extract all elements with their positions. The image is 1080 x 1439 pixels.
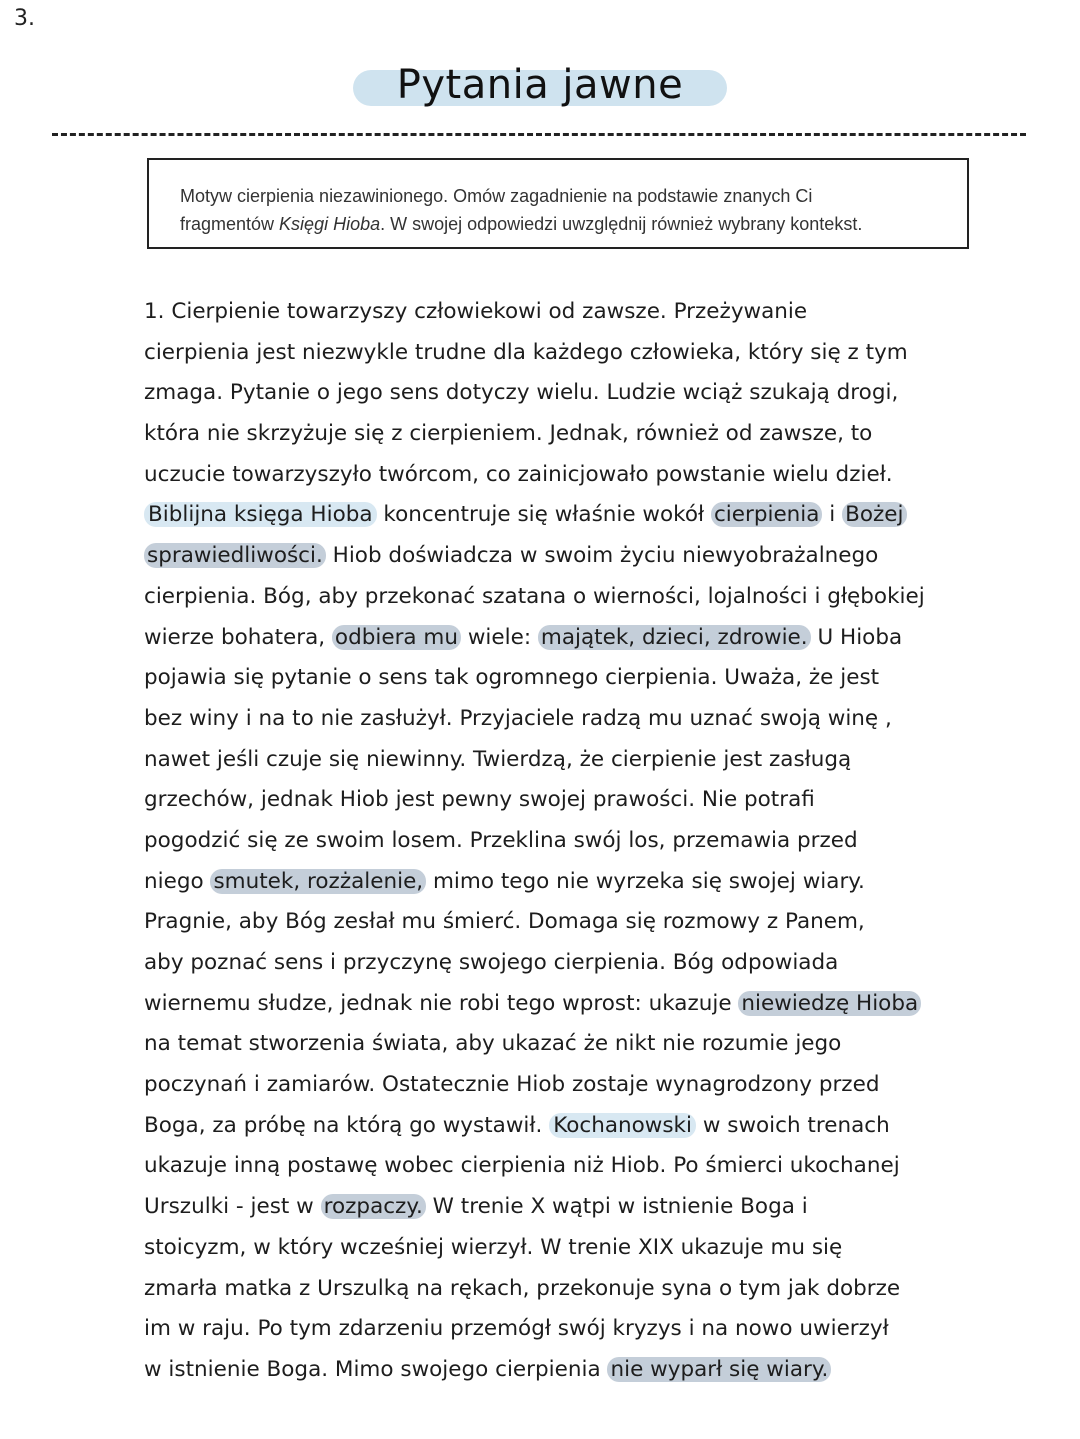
highlight: odbiera mu (332, 625, 461, 650)
book-title: Księgi Hioba (279, 214, 381, 234)
answer-line: zmarła matka z Urszulką na rękach, przekonuje syna o tym jak dobrze (144, 1275, 901, 1301)
text-run: w istnienie Boga. Mimo swojego cierpienia (144, 1356, 608, 1382)
text-run: koncentruje się właśnie wokół (376, 502, 711, 528)
answer-line (144, 984, 984, 1025)
text-run: Urszulki - jest w (144, 1194, 321, 1220)
page-title: Pytania jawne (353, 60, 727, 114)
page-number: 3. (14, 6, 35, 31)
answer-line: na temat stworzenia świata, aby ukazać że nikt nie rozumie jego (144, 1031, 842, 1057)
highlight: Kochanowski (549, 1113, 696, 1138)
answer-line: grzechów, jednak Hiob jest pewny swojej prawości. Nie potrafi (144, 787, 815, 813)
task-line-2 (180, 210, 947, 238)
answer-line: stoicyzm, w który wcześniej wierzył. W trenie XIX ukazuje mu się (144, 1234, 843, 1260)
text-run: wiele: (461, 624, 538, 650)
answer-line: pogodzić się ze swoim losem. Przeklina swój los, przemawia przed (144, 827, 858, 853)
answer-text (144, 292, 984, 1391)
text-run: wiernemu słudze, jednak nie robi tego wprost: ukazuje (144, 990, 739, 1016)
task-text: fragmentów (180, 214, 280, 234)
answer-line: ukazuje inną postawę wobec cierpienia niż Hiob. Po śmierci ukochanej (144, 1153, 900, 1179)
highlight: niewiedzę Hioba (738, 991, 921, 1016)
answer-line: aby poznać sens i przyczynę swojego cierpienia. Bóg odpowiada (144, 950, 839, 975)
answer-line: bez winy i na to nie zasłużył. Przyjaciele radzą mu uznać swoją winę , (144, 705, 892, 731)
answer-line: pojawia się pytanie o sens tak ogromnego cierpienia. Uważa, że jest (144, 665, 880, 691)
task-text: . W swojej odpowiedzi uwzględnij również wybrany kontekst. (380, 214, 863, 234)
text-run: U Hioba (810, 624, 903, 650)
highlight: majątek, dzieci, zdrowie. (538, 625, 811, 650)
text-run: niego (144, 868, 211, 894)
text-run: mimo tego nie wyrzeka się swojej wiary. (426, 868, 865, 894)
dashed-divider (52, 133, 1026, 136)
answer-line (144, 618, 984, 659)
highlight: Biblijna księga Hioba (144, 502, 377, 527)
text-run: wierze bohatera, (144, 624, 332, 650)
highlight: rozpaczy. (321, 1194, 426, 1219)
answer-line (144, 536, 984, 577)
text-run: i (822, 502, 843, 528)
highlight: sprawiedliwości. (144, 543, 326, 568)
text-run: W trenie X wątpi w istnienie Boga i (425, 1194, 808, 1220)
answer-line: która nie skrzyżuje się z cierpieniem. Jednak, również od zawsze, to (144, 421, 873, 447)
highlight: nie wyparł się wiary. (607, 1357, 831, 1382)
answer-line (144, 1350, 984, 1391)
answer-line: uczucie towarzyszyło twórcom, co zainicjowało powstanie wielu dzieł. (144, 461, 893, 487)
answer-line (144, 495, 984, 536)
text-run: w swoich trenach (695, 1112, 890, 1138)
title-area (0, 60, 1080, 114)
task-line-1: Motyw cierpienia niezawinionego. Omów zagadnienie na podstawie znanych Ci (180, 186, 813, 206)
answer-line (144, 862, 984, 903)
highlight: smutek, rozżalenie, (210, 869, 426, 894)
answer-line: cierpienia. Bóg, aby przekonać szatana o wierności, lojalności i głębokiej (144, 583, 925, 609)
answer-line: im w raju. Po tym zdarzeniu przemógł swój kryzys i na nowo uwierzył (144, 1316, 889, 1342)
answer-line: zmaga. Pytanie o jego sens dotyczy wielu. Ludzie wciąż szukają drogi, (144, 380, 899, 406)
answer-line (144, 1187, 984, 1228)
answer-line: nawet jeśli czuje się niewinny. Twierdzą, że cierpienie jest zasługą (144, 746, 852, 772)
task-box (147, 158, 969, 249)
text-run: Hiob doświadcza w swoim życiu niewyobrażalnego (325, 543, 879, 569)
highlight: Bożej (842, 502, 906, 527)
answer-line (144, 1106, 984, 1147)
highlight: cierpienia (711, 502, 822, 527)
answer-line: 1. Cierpienie towarzyszy człowiekowi od zawsze. Przeżywanie (144, 299, 808, 324)
answer-line: Pragnie, aby Bóg zesłał mu śmierć. Domaga się rozmowy z Panem, (144, 909, 865, 935)
answer-line: cierpienia jest niezwykle trudne dla każdego człowieka, który się z tym (144, 339, 908, 365)
text-run: Boga, za próbę na którą go wystawił. (144, 1112, 550, 1138)
answer-line: poczynań i zamiarów. Ostatecznie Hiob zostaje wynagrodzony przed (144, 1072, 880, 1098)
